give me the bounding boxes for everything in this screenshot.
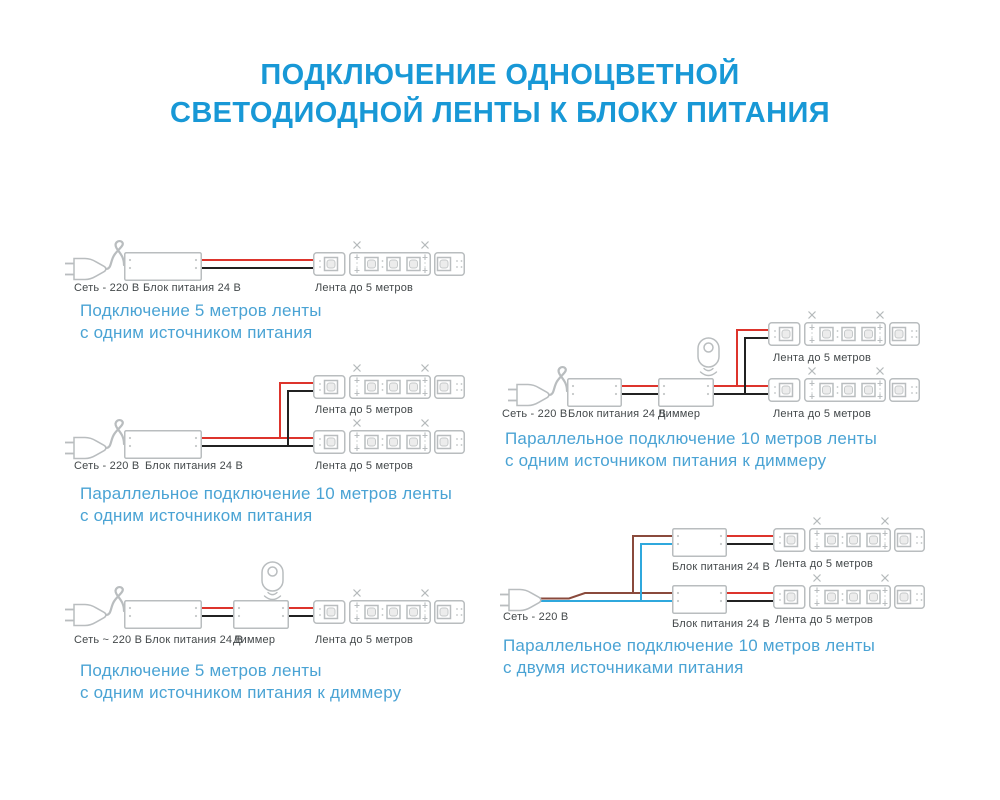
strip-bottom-label: Лента до 5 метров xyxy=(315,460,414,472)
diagram-parallel-two-strips-two-psu xyxy=(495,514,955,684)
caption-line2: с одним источником питания xyxy=(80,323,313,342)
coiled-cord-icon xyxy=(106,241,124,269)
caption-line1: Параллельное подключение 10 метров ленты xyxy=(80,484,453,503)
coiled-cord-icon xyxy=(549,367,567,395)
psu-label: Блок питания 24 В xyxy=(145,634,244,646)
mains-plug-icon xyxy=(508,385,549,406)
diagram-single-strip-one-psu-dimmer xyxy=(60,560,490,710)
strip-label: Лента до 5 метров xyxy=(315,282,414,294)
mains-label: Сеть ~ 220 В xyxy=(74,634,143,646)
psu-label: Блок питания 24 В xyxy=(145,460,244,472)
led-strip-icon xyxy=(314,242,465,276)
mains-label: Сеть - 220 В xyxy=(74,282,140,294)
strip-top-label: Лента до 5 метров xyxy=(315,404,414,416)
power-supply-box xyxy=(125,431,202,459)
led-strip-icon-top xyxy=(774,518,925,552)
page-title-line2: СВЕТОДИОДНОЙ ЛЕНТЫ К БЛОКУ ПИТАНИЯ xyxy=(170,97,830,129)
led-strip-icon-bottom xyxy=(769,368,920,402)
diagram-parallel-two-strips-one-psu xyxy=(60,362,490,532)
diagram-parallel-two-strips-one-psu-dimmer xyxy=(500,310,960,475)
caption-line2: с одним источником питания к диммеру xyxy=(80,683,402,702)
caption-line2: с двумя источниками питания xyxy=(503,658,744,677)
strip-label: Лента до 5 метров xyxy=(315,634,414,646)
diagram-caption xyxy=(80,483,452,527)
caption-line2: с одним источником питания xyxy=(80,506,313,525)
wire-brown xyxy=(539,593,676,599)
psu-top-label: Блок питания 24 В xyxy=(672,561,771,573)
mains-plug-icon xyxy=(65,605,106,626)
caption-line1: Параллельное подключение 10 метров ленты xyxy=(503,636,876,655)
diagram-caption xyxy=(80,300,322,344)
psu-label: Блок питания 24 В xyxy=(568,408,667,420)
coiled-cord-icon xyxy=(106,587,124,615)
power-supply-box xyxy=(125,253,202,281)
mains-label: Сеть - 220 В xyxy=(502,408,568,420)
strip-top-label: Лента до 5 метров xyxy=(775,558,874,570)
psu-bottom-label: Блок питания 24 В xyxy=(672,618,771,630)
led-strip-icon-bottom xyxy=(774,575,925,609)
coiled-cord-icon xyxy=(106,420,124,448)
led-strip-icon-top xyxy=(769,312,920,346)
diagram-caption xyxy=(503,635,875,679)
power-supply-box xyxy=(568,379,622,407)
led-strip-icon-bottom xyxy=(314,420,465,454)
psu-label: Блок питания 24 В xyxy=(143,282,242,294)
mains-plug-icon xyxy=(65,259,106,280)
power-supply-box xyxy=(125,601,202,629)
power-supply-box-bottom xyxy=(673,586,727,614)
mains-label: Сеть - 220 В xyxy=(503,611,569,623)
mains-label: Сеть - 220 В xyxy=(74,460,140,472)
dimmer-label: Диммер xyxy=(233,634,276,646)
dimmer-label: Диммер xyxy=(658,408,701,420)
diagram-caption xyxy=(505,428,877,472)
caption-line1: Параллельное подключение 10 метров ленты xyxy=(505,429,878,448)
strip-bottom-label: Лента до 5 метров xyxy=(775,614,874,626)
page-title xyxy=(0,56,1000,132)
dimmer-box xyxy=(234,601,289,629)
caption-line2: с одним источником питания к диммеру xyxy=(505,451,827,470)
caption-line1: Подключение 5 метров ленты xyxy=(80,661,322,680)
diagram-single-strip-one-psu xyxy=(60,240,490,350)
dimmer-box xyxy=(659,379,714,407)
diagram-caption xyxy=(80,660,401,704)
strip-top-label: Лента до 5 метров xyxy=(773,352,872,364)
led-strip-icon xyxy=(314,590,465,624)
power-supply-box-top xyxy=(673,529,727,557)
mains-plug-icon xyxy=(500,590,541,611)
strip-bottom-label: Лента до 5 метров xyxy=(773,408,872,420)
led-strip-icon-top xyxy=(314,365,465,399)
remote-control-icon xyxy=(698,338,719,376)
page-title-line1: ПОДКЛЮЧЕНИЕ ОДНОЦВЕТНОЙ xyxy=(260,59,740,91)
caption-line1: Подключение 5 метров ленты xyxy=(80,301,322,320)
mains-plug-icon xyxy=(65,438,106,459)
remote-control-icon xyxy=(262,562,283,600)
